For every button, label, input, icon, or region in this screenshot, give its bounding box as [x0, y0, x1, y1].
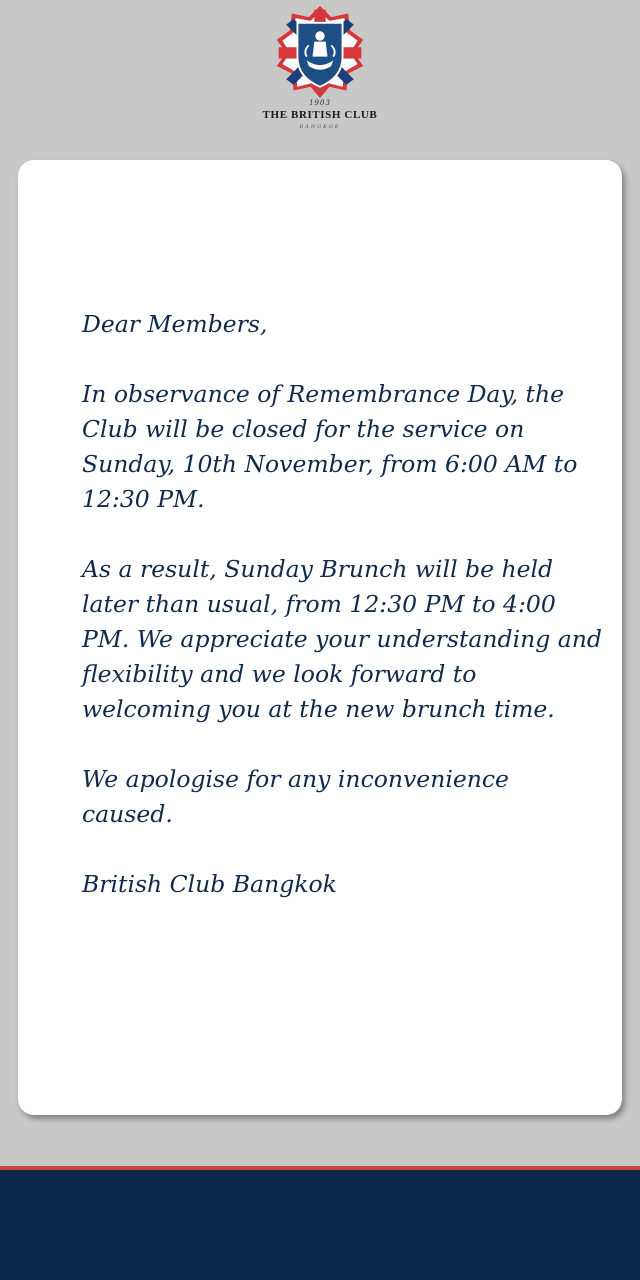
brunch-paragraph: As a result, Sunday Brunch will be held later than usual, from 12:30 PM to 4:00 PM. We appreciate your understanding and flexibility and we look forward to welcoming you at the new brunch time.: [82, 555, 602, 723]
apology-paragraph: We apologise for any inconvenience caused.: [82, 765, 509, 828]
greeting: Dear Members,: [82, 310, 268, 338]
signature: British Club Bangkok: [82, 870, 337, 898]
established-year: 1903: [309, 99, 331, 107]
notice-letter: [82, 307, 602, 902]
closure-paragraph: In observance of Remembrance Day, the Club will be closed for the service on Sunday, 10th November, from 6:00 AM to 12:30 PM.: [82, 380, 578, 513]
club-city: BANGKOK: [299, 124, 341, 130]
british-club-crest-icon: [273, 4, 367, 98]
footer-band: [0, 1170, 640, 1280]
club-name: THE BRITISH CLUB: [262, 109, 378, 121]
header: [0, 0, 640, 160]
